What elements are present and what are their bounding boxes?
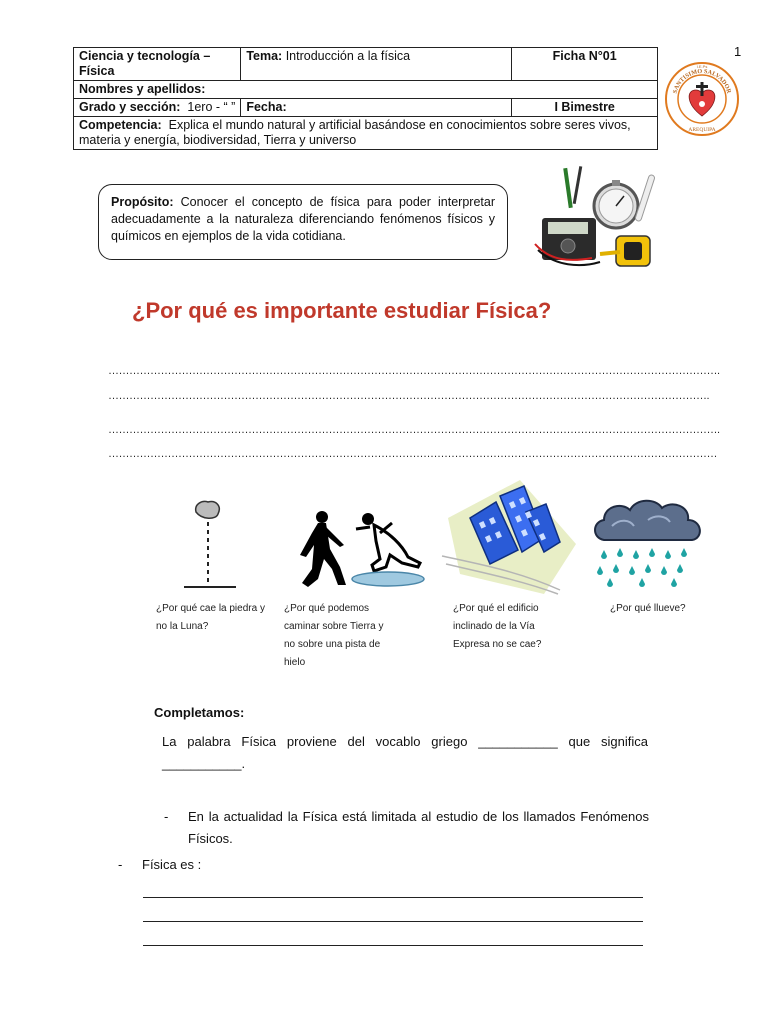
grade-cell <box>74 99 241 117</box>
logo-top-text: I.E.Ps <box>696 64 708 69</box>
caption-building: ¿Por qué el edificio inclinado de la Vía Expresa no se cae? <box>453 603 542 650</box>
bullet-item-1 <box>164 806 649 850</box>
bullet-dash: - <box>118 857 123 872</box>
purpose-label: Propósito: <box>111 195 174 209</box>
purpose-box <box>98 184 508 260</box>
date-cell <box>241 99 512 117</box>
answer-dots-4: ………………………………………………………………………………………………………………………………………………………… <box>108 448 717 460</box>
school-logo <box>664 58 740 140</box>
answer-line-2[interactable] <box>143 921 643 922</box>
tema-value: Introducción a la física <box>285 49 411 63</box>
logo-name: SANTISIMO SALVADOR <box>671 67 733 95</box>
bullet-2-text: Física es : <box>142 857 202 872</box>
date-label: Fecha: <box>246 100 287 114</box>
instruments-illustration <box>530 166 670 276</box>
answer-dots-1: …………………………………………………………………………………………………………………………………………………………. <box>108 365 720 377</box>
subject: Ciencia y tecnología – Física <box>79 49 211 78</box>
grade-value: 1ero - “ ” <box>187 100 236 114</box>
answer-dots-2: ………………………………………………………………………………………………………………………………………………………. <box>108 390 710 402</box>
ficha-cell <box>512 48 658 81</box>
caption-stone: ¿Por qué cae la piedra y no la Luna? <box>156 603 265 632</box>
competencia-text: Explica el mundo natural y artificial basándose en conocimientos sobre seres vivos, materia y energía, biodiversidad, Tierra y universo <box>79 118 631 147</box>
bimester: I Bimestre <box>554 100 615 114</box>
completamos-title: Completamos: <box>154 705 245 720</box>
sentence-text: La palabra Física proviene del vocablo griego ___________ que significa ___________. <box>162 734 648 771</box>
falling-stone-illustration <box>180 496 240 592</box>
purpose-text: Conocer el concepto de física para poder interpretar adecuadamente a la naturaleza diferenciando fenómenos físicos y químicos en ejemplos de la vida cotidiana. <box>111 195 495 243</box>
answer-line-3[interactable] <box>143 945 643 946</box>
bimester-cell <box>512 99 658 117</box>
tema-cell <box>241 48 512 81</box>
bullet-item-2 <box>118 854 201 876</box>
main-question: ¿Por qué es importante estudiar Física? <box>132 298 552 323</box>
header-table <box>73 47 658 150</box>
answer-dots-3: …………………………………………………………………………………………………………………………………………………………. <box>108 424 720 436</box>
names-label: Nombres y apellidos: <box>79 82 206 96</box>
rain-cloud-illustration <box>590 496 710 592</box>
inclined-building-illustration <box>440 478 580 596</box>
names-cell <box>74 81 658 99</box>
bullet-1-text: En la actualidad la Física está limitada al estudio de los llamados Fenómenos Físicos. <box>188 809 649 846</box>
grade-label: Grado y sección: <box>79 100 181 114</box>
caption-rain: ¿Por qué llueve? <box>610 603 686 614</box>
caption-walking: ¿Por qué podemos caminar sobre Tierra y no sobre una pista de hielo <box>284 603 384 668</box>
logo-city: AREQUIPA <box>688 127 716 133</box>
page-number: 1 <box>734 44 742 59</box>
bullet-dash: - <box>164 809 169 824</box>
subject-cell <box>74 48 241 81</box>
completamos-sentence <box>118 731 648 775</box>
ficha: Ficha N°01 <box>552 49 617 63</box>
walking-slipping-illustration <box>290 505 440 595</box>
competencia-label: Competencia: <box>79 118 162 132</box>
competencia-cell <box>74 117 658 150</box>
answer-line-1[interactable] <box>143 897 643 898</box>
tema-label: Tema: <box>246 49 283 63</box>
